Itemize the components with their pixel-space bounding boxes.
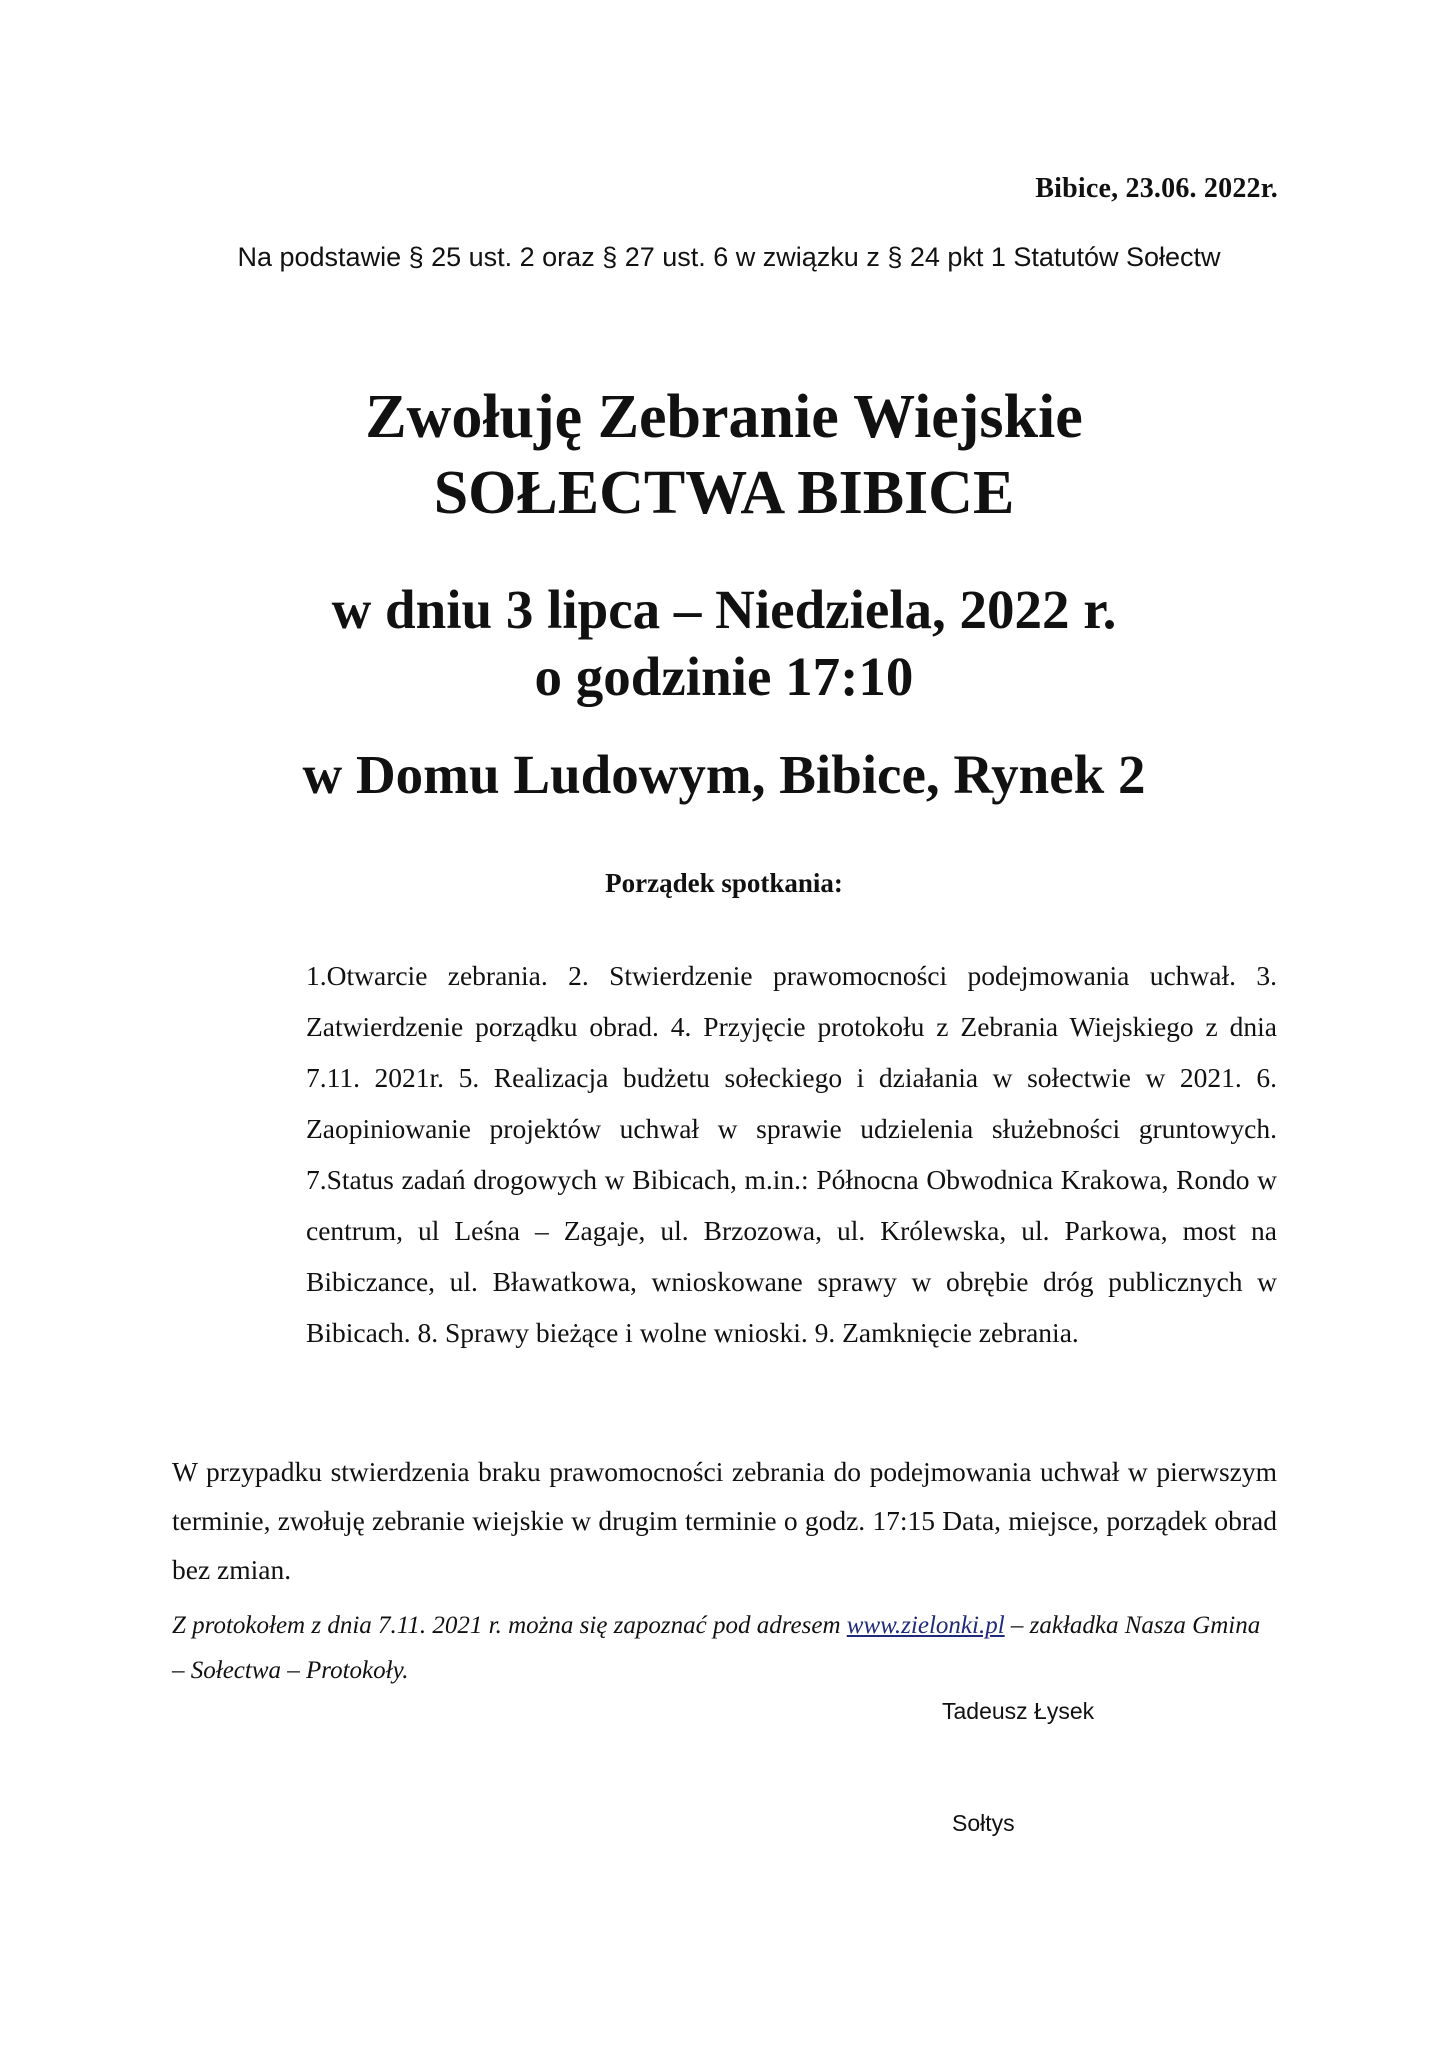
protocol-note bbox=[172, 1603, 1277, 1693]
signer-role: Sołtys bbox=[952, 1810, 1015, 1836]
second-term-notice: W przypadku stwierdzenia braku prawomocności zebrania do podejmowania uchwał w pierwszym terminie, zwołuję zebranie wiejskie w drugim terminie o godz. 17:15 Data, miejsce, porządek obrad bez zmian. bbox=[172, 1456, 1277, 1585]
headline-title-line2: SOŁECTWA BIBICE bbox=[433, 459, 1015, 527]
protocol-note-before-link: Z protokołem z dnia 7.11. 2021 r. można się zapoznać pod adresem bbox=[172, 1612, 847, 1639]
headline-title-line1: Zwołuję Zebranie Wiejskie bbox=[365, 383, 1083, 451]
signer-name: Tadeusz Łysek bbox=[942, 1698, 1095, 1724]
legal-basis: Na podstawie § 25 ust. 2 oraz § 27 ust. 6 w związku z § 24 pkt 1 Statutów Sołectw bbox=[237, 242, 1221, 272]
agenda-text: 1.Otwarcie zebrania. 2. Stwierdzenie prawomocności podejmowania uchwał. 3. Zatwierdzenie porządku obrad. 4. Przyjęcie protokołu z Zebrania Wiejskiego z dnia 7.11. 2021r. 5. Realizacja budżetu sołeckiego i działania w sołectwie w 2021. 6. Zaopiniowanie projektów uchwał w sprawie udzielenia służebności gruntowych. 7.Status zadań drogowych w Bibicach, m.in.: Północna Obwodnica Krakowa, Rondo w centrum, ul Leśna – Zagaje, ul. Brzozowa, ul. Królewska, ul. Parkowa, most na Bibiczance, ul. Bławatkowa, wnioskowane sprawy w obrębie dróg publicznych w Bibicach. 8. Sprawy bieżące i wolne wnioski. 9. Zamknięcie zebrania. bbox=[306, 960, 1277, 1348]
place-date: Bibice, 23.06. 2022r. bbox=[1035, 173, 1278, 204]
website-link[interactable]: www.zielonki.pl bbox=[846, 1612, 1005, 1639]
meeting-date: w dniu 3 lipca – Niedziela, 2022 r. bbox=[331, 579, 1117, 640]
agenda-title: Porządek spotkania: bbox=[605, 868, 843, 898]
meeting-place: w Domu Ludowym, Bibice, Rynek 2 bbox=[302, 744, 1146, 805]
protocol-note-after-link: – zakładka Nasza Gmina – Sołectwa – Protokoły. bbox=[172, 1612, 1261, 1684]
meeting-time: o godzinie 17:10 bbox=[534, 646, 914, 707]
